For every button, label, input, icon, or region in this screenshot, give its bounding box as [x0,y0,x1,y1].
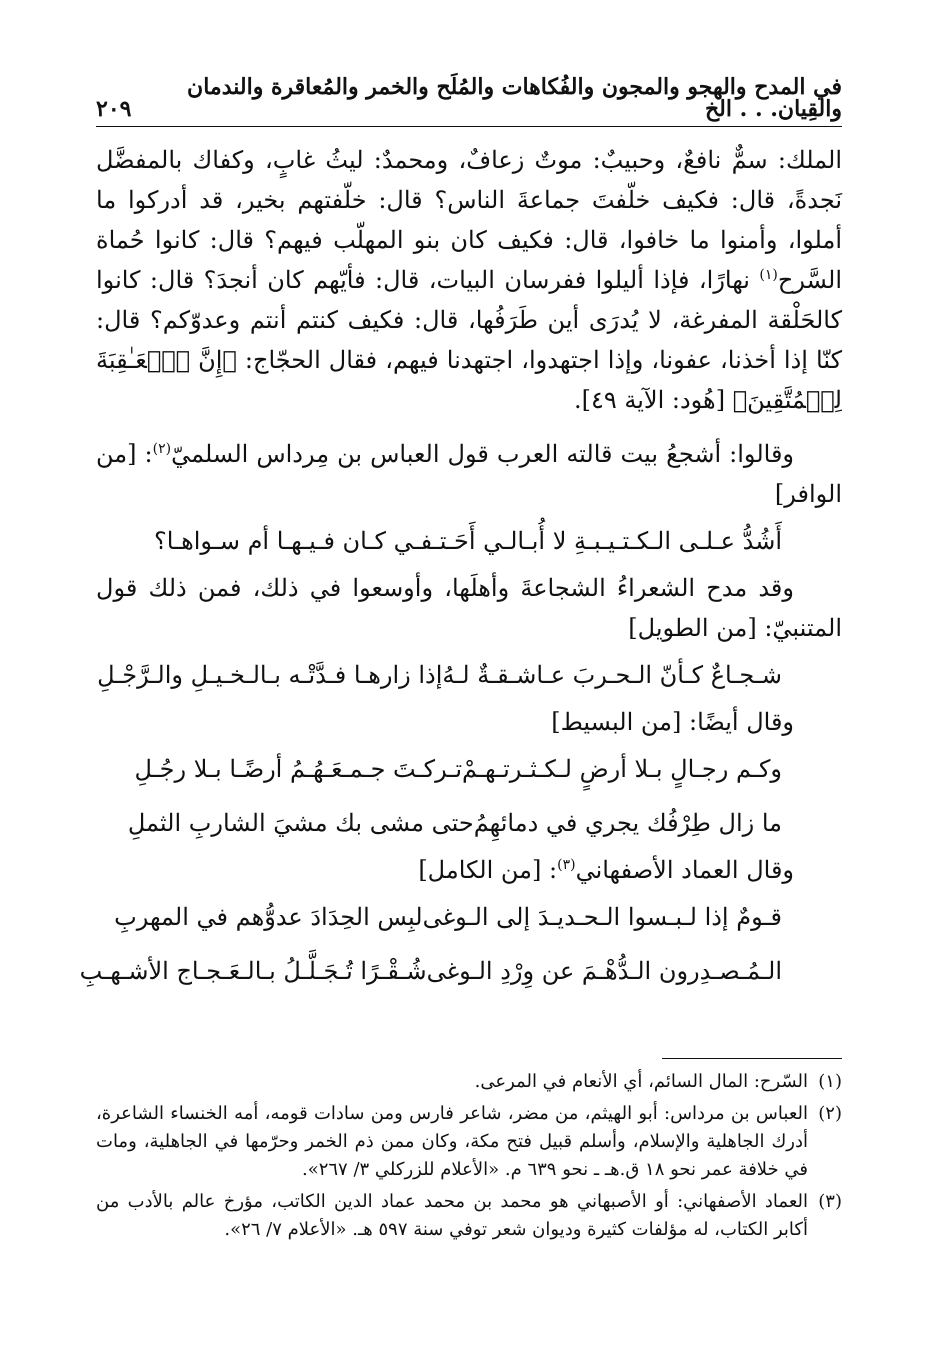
footnotes [96,1068,842,1248]
paragraph-text: وقالوا: أشجعُ بيت قالته العرب قول العباس بن مِرداس السلميّ [171,440,794,468]
paragraph-abbas-intro [96,434,842,514]
verse-second-hemistich: إذا زارهـا فـدَّتْـه بـالـخـيـلِ والـرَّجْـلِ [97,661,443,689]
paragraph-text: الملك: سمٌّ نافعٌ، وحبيبٌ: موتٌ زعافٌ، ومحمدٌ: ليثُ غابٍ، وكفاك بالمفضَّل نَجدةً، قال: فكيف خلّفتَ جماعةَ الناس؟ قال: خلّفتهم بخير، قد أدركوا ما أملوا، وأمنوا ما خافوا، قال: فكيف كان بنو المهلّب فيهم؟ قال: كانوا حُماة السَّرح [96,146,842,294]
verse-first-hemistich: الـمُـصـدِرون الـدُّهْـمَ عن وِرْدِ الـوغى [426,957,782,985]
footnote [96,1188,842,1244]
header-rule [96,126,842,127]
verse-first-hemistich: ما زال طِرْفُك يجري في دمائهِمُ [473,809,782,837]
verse-line [96,514,842,568]
paragraph-text-cont: نهارًا، فإذا أليلوا ففرسان البيات، قال: فأيّهم كان أنجدَ؟ قال: كانوا كالحَلْقة المفرغة، لا يُدرَى أين طَرَفُها، قال: فكيف كنتم أنتم وعدوّكم؟ قال: كنّا إذا أخذنا، عفونا، وإذا اجتهدوا، اجتهدنا فيهم، فقال الحجّاج: ﴿إِنَّ ٱلۡعَـٰقِبَةَ لِلۡمُتَّقِينَ﴾ [هُود: الآية ٤٩]. [96,266,842,414]
verse-first-hemistich: أَشُدُّ عـلـى الـكـتـيـبـةِ لا أُبـالـي [483,527,782,555]
footnote-ref-2: (٢) [152,441,172,457]
verse-second-hemistich: حتى مشى بك مشيَ الشاربِ الثملِ [127,809,474,837]
verse-line [79,944,842,998]
paragraph-mutanabbi-intro: وقد مدح الشعراءُ الشجاعةَ وأهلَها، وأوسعوا في ذلك، فمن ذلك قول المتنبيّ: [من الطويل] [96,574,842,642]
footnote-number: (٣) [818,1191,842,1212]
paragraph-hajjaj-dialogue [96,140,842,420]
footnote-rule [662,1058,842,1059]
footnote-text: العباس بن مرداس: أبو الهيثم، من مضر، شاعر فارس ومن سادات قومه، أمه الخنساء الشاعرة، أدرك الجاهلية والإسلام، وأسلم قبيل فتح مكة، وكان ممن ذم الخمر وحرّمها في الجاهلية، ومات في خلافة عمر نحو ١٨ ق.هـ ـ نحو ٦٣٩ م. «الأعلام للزركلي ٣/ ٢٦٧». [96,1103,808,1180]
page-number: ٢٠٩ [96,96,132,122]
verse-first-hemistich: شـجـاعٌ كـأنّ الـحـربَ عـاشـقـةٌ لـهُ [442,661,782,689]
verse-second-hemistich: شُـقْـرًا تُـجَـلَّـلُ بـالـعَـجـاج الأشـهـبِ [79,957,427,985]
footnote-text: العماد الأصفهاني: أو الأصبهاني هو محمد بن محمد عماد الدين الكاتب، مؤرخ عالم بالأدب من أكابر الكتاب، له مؤلفات كثيرة وديوان شعر توفي سنة ٥٩٧ هـ. «الأعلام ٧/ ٢٦». [96,1191,808,1240]
paragraph-text: وقال العماد الأصفهاني [575,856,794,884]
header-title: في المدح والهجو والمجون والفُكاهات والمُلَح والخمر والمُعاقرة والندمان والقِيان. . . الخ [187,74,842,122]
main-text [79,140,842,998]
verse-first-hemistich: وكـم رجـالٍ بـلا أرضٍ لـكـثـرتـهـمْ [462,755,782,783]
paragraph-also-said: وقال أيضًا: [من البسيط] [551,708,794,736]
verse-second-hemistich: لبِس الحِدَادَ عدوُّهم في المهربِ [114,903,423,931]
verse-line [96,742,842,796]
footnote [96,1068,842,1096]
footnote-text: السّرح: المال السائم، أي الأنعام في المرعى. [474,1071,808,1092]
footnote-ref-1: (١) [759,267,778,283]
footnote [96,1100,842,1184]
verse-line [96,890,842,944]
verse-second-hemistich: تـركـتَ جـمـعَـهُـمُ أرضًـا بـلا رجُـلِ [134,755,463,783]
footnote-ref-3: (٣) [557,857,576,873]
footnote-number: (١) [818,1071,842,1092]
running-header [96,74,842,122]
footnote-number: (٢) [818,1103,842,1124]
verse-second-hemistich: أَحَـتـفـي كـان فـيـهـا أم سـواهـا؟ [154,527,476,555]
verse-line [96,796,842,850]
paragraph-text-cont: : [من الكامل] [418,856,558,884]
paragraph-imad-intro [96,850,842,890]
verse-line [96,648,842,702]
paragraph-text-cont: : [من الوافر] [96,440,842,508]
verse-first-hemistich: قـومٌ إذا لـبـسوا الـحـديـدَ إلى الـوغى [422,903,782,931]
